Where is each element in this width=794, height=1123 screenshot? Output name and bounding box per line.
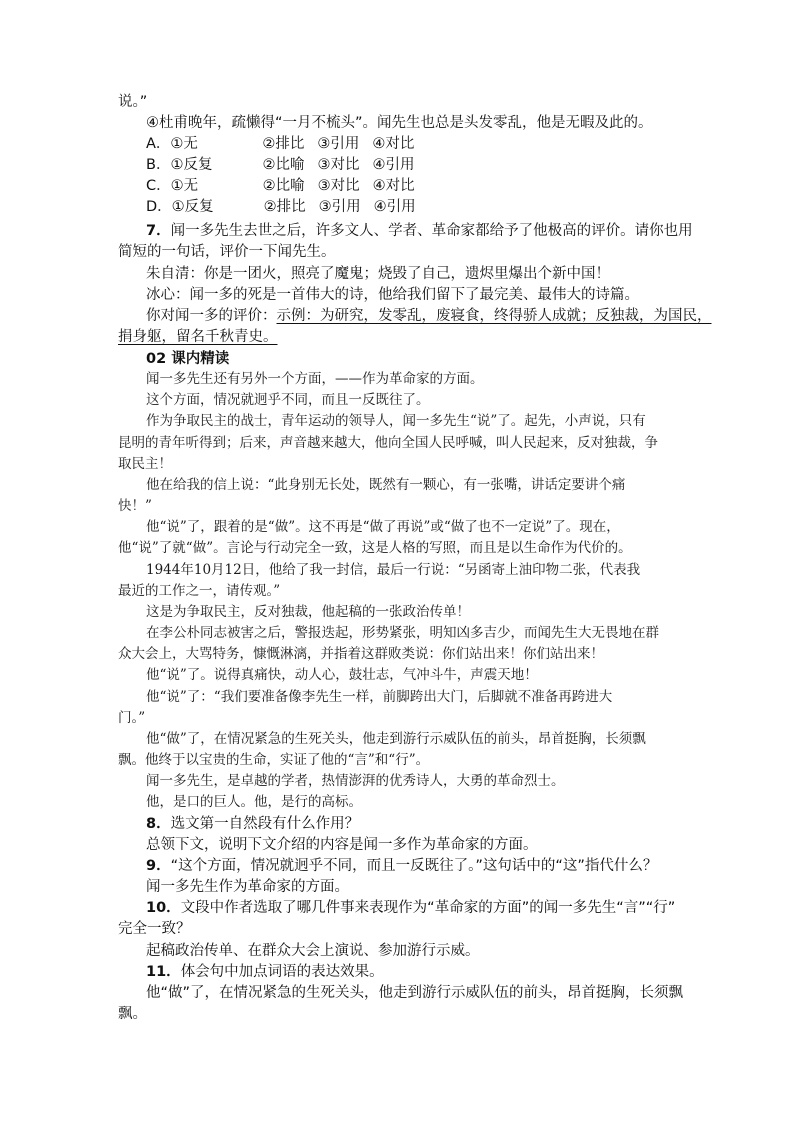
answer-text: 示例：为研究，发零乱，废寝食，终得骄人成就；反独裁，为国民，: [276, 308, 712, 324]
q8-question: [146, 814, 359, 834]
question-number: 10．: [146, 900, 181, 916]
option-part: ③引用: [317, 136, 360, 152]
passage-line: 昆明的青年听得到；后来，声音越来越大，他向全国人民呼喊，叫人民起来，反对独裁，争: [118, 435, 658, 451]
answer-text: 捐身躯，留名千秋青史。: [118, 329, 278, 345]
question-number: 9．: [146, 858, 171, 874]
q6-option-c: [146, 176, 415, 196]
passage-line: 闻一多先生还有另外一个方面，——作为革命家的方面。: [146, 371, 484, 387]
passage-line: 他“做”了，在情况紧急的生死关头，他走到游行示威队伍的前头，昂首挺胸，长须飘: [146, 731, 646, 747]
q11-quote-line-1: 他“做”了，在情况紧急的生死关头，他走到游行示威队伍的前头，昂首挺胸，长须飘: [146, 985, 684, 1001]
passage-line: 他“说”了：“我们要准备像李先生一样，前脚跨出大门，后脚就不准备再跨进大: [146, 689, 613, 705]
option-part: ②比喻: [262, 157, 305, 173]
passage-line: 他“说”了，跟着的是“做”。这不再是“做了再说”或“做了也不一定说”了。现在，: [146, 519, 620, 535]
option-part: ④引用: [373, 199, 416, 215]
option-part: ③对比: [317, 178, 360, 194]
passage-line: 闻一多先生，是卓越的学者，热情澎湃的优秀诗人，大勇的革命烈士。: [146, 773, 565, 789]
option-part: ③引用: [318, 199, 361, 215]
q7-answer-line-2: [118, 327, 278, 347]
option-part: ①反复: [171, 199, 214, 215]
option-part: ②排比: [262, 136, 305, 152]
passage-line: 他“说”了。说得真痛快，动人心，鼓壮志，气冲斗牛，声震天地！: [146, 667, 538, 683]
passage-line: 他在给我的信上说：“此身别无长处，既然有一颗心，有一张嘴，讲话定要讲个痛: [146, 477, 626, 493]
option-part: ①反复: [170, 157, 213, 173]
question-text: 体会句中加点词语的表达效果。: [180, 964, 384, 980]
passage-line: 作为争取民主的战士，青年运动的领导人，闻一多先生“说”了。起先，小声说，只有: [146, 413, 646, 429]
passage-line: 取民主！: [118, 456, 172, 472]
q7-line-2: 简短的一句话，评价一下闻先生。: [118, 244, 336, 260]
option-letter: B．: [146, 157, 171, 173]
answer-prompt: 你对闻一多的评价：: [146, 308, 277, 324]
q6-option-a: [146, 134, 414, 154]
question-number: 7．: [146, 223, 171, 239]
question-number: 8．: [146, 816, 171, 832]
q8-answer: 总领下文，说明下文介绍的内容是闻一多作为革命家的方面。: [146, 837, 538, 853]
q11-quote-line-2: 飘。: [118, 1006, 147, 1022]
previous-question-tail: 说。”: [118, 94, 148, 110]
q7-zhu-ziqing-quote: 朱自清：你是一团火，照亮了魔鬼；烧毁了自己，遗烬里爆出个新中国！: [146, 266, 610, 282]
q10-line-2: 完全一致？: [118, 921, 191, 937]
q10-line-1: [146, 898, 675, 918]
option-part: ④对比: [372, 178, 415, 194]
q7-bing-xin-quote: 冰心：闻一多的死是一首伟大的诗，他给我们留下了最完美、最伟大的诗篇。: [146, 287, 639, 303]
q9-answer: 闻一多先生作为革命家的方面。: [146, 879, 349, 895]
q7-line-1: [146, 221, 693, 241]
option-part: ①无: [170, 178, 199, 194]
passage-line: 他“说”了就“做”。言论与行动完全一致，这是人格的写照，而且是以生命作为代价的。: [118, 540, 632, 556]
q9-question: [146, 856, 657, 876]
passage-line: 快！”: [118, 498, 152, 514]
passage-line: 在李公朴同志被害之后，警报迭起，形势紧张，明知凶多吉少，而闻先生大无畏地在群: [146, 625, 659, 641]
q11-question: [146, 962, 384, 982]
question-text: “这个方面，情况就迥乎不同，而且一反既往了。”这句话中的“这”指代什么？: [170, 858, 658, 874]
passage-line: 众大会上，大骂特务，慷慨淋漓，并指着这群败类说：你们站出来！你们站出来！: [118, 646, 604, 662]
question-text: 闻一多先生去世之后，许多文人、学者、革命家都给予了他极高的评价。请你也用: [170, 223, 693, 239]
option-part: ①无: [170, 136, 198, 152]
q6-option-b: [146, 155, 414, 175]
passage-line: 飘。他终于以宝贵的生命，实证了他的“言”和“行”。: [118, 752, 430, 768]
q6-option-d: [146, 197, 416, 217]
option-part: ④对比: [372, 136, 415, 152]
passage-line: 这是为争取民主，反对独裁，他起稿的一张政治传单！: [146, 604, 470, 620]
option-part: ②排比: [263, 199, 306, 215]
option-part: ②比喻: [262, 178, 305, 194]
question-number: 11．: [146, 964, 181, 980]
option-letter: A．: [146, 136, 171, 152]
passage-line: 门。”: [118, 710, 146, 726]
q10-answer: 起稿政治传单、在群众大会上演说、参加游行示威。: [146, 943, 480, 959]
option-letter: D．: [146, 199, 172, 215]
passage-line: 1944年10月12日，他给了我一封信，最后一行说：“另函寄上油印物二张，代表我: [146, 562, 641, 578]
passage-line: 他，是口的巨人。他，是行的高标。: [146, 794, 362, 810]
question-text: 文段中作者选取了哪几件事来表现作为“革命家的方面”的闻一多先生“言”“行”: [180, 900, 676, 916]
option-part: ③对比: [317, 157, 360, 173]
section-title: 02 课内精读: [146, 351, 230, 367]
passage-line: 最近的工作之一，请传观。”: [118, 583, 281, 599]
passage-line: 这个方面，情况就迥乎不同，而且一反既往了。: [146, 392, 430, 408]
question-text: 选文第一自然段有什么作用？: [170, 816, 360, 832]
option-letter: C．: [146, 178, 171, 194]
option-part: ④引用: [372, 157, 415, 173]
q6-item-4: ④杜甫晚年，疏懒得“一月不梳头”。闻先生也总是头发零乱，他是无暇及此的。: [146, 115, 653, 131]
q7-answer-line-1: [146, 306, 712, 326]
